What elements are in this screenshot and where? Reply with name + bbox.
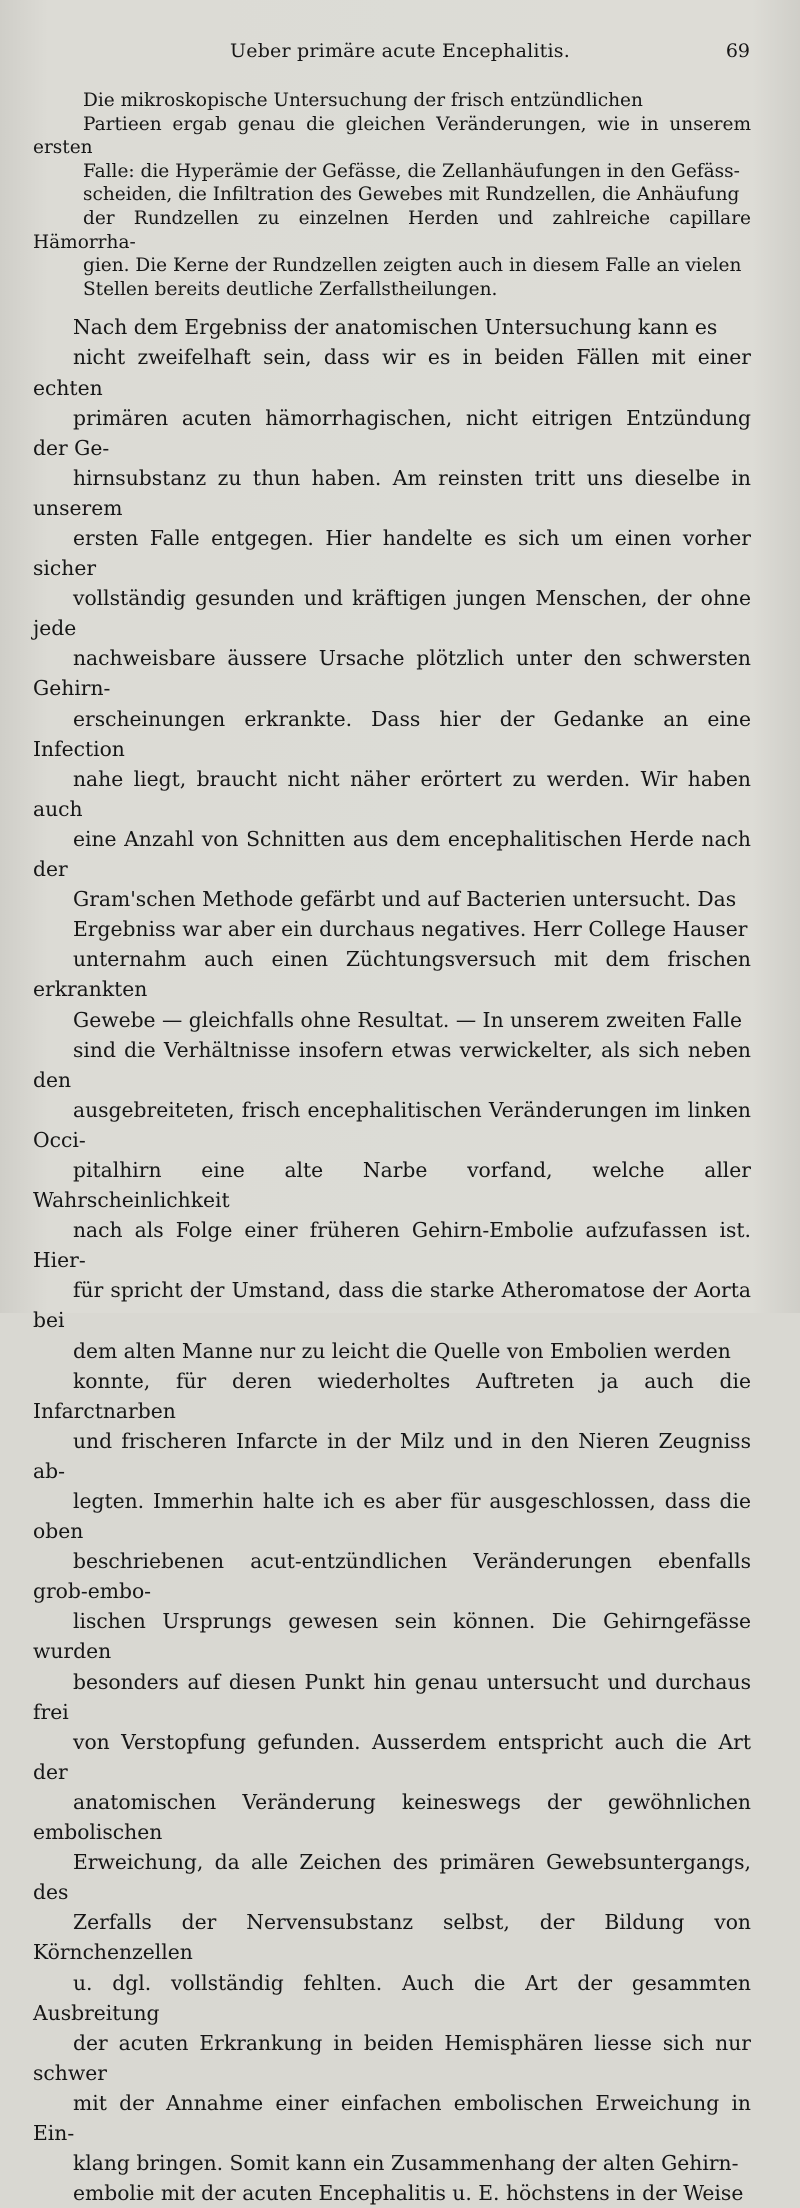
page-number: 69 (725, 40, 750, 62)
text-line: nachweisbare äussere Ursache plötzlich unter den schwersten Gehirn- (33, 646, 751, 701)
text-line: gien. Die Kerne der Rundzellen zeigten auch in diesem Falle an vielen (83, 255, 742, 277)
text-line: Partieen ergab genau die gleichen Veränderungen, wie in unserem ersten (33, 113, 751, 159)
text-line: u. dgl. vollständig fehlten. Auch die Art der gesammten Ausbreitung (33, 1970, 751, 2025)
text-line: sind die Verhältnisse insofern etwas verwickelter, als sich neben den (33, 1037, 751, 1092)
body-text (33, 89, 751, 2208)
text-line: primären acuten hämorrhagischen, nicht eitrigen Entzündung der Ge- (33, 405, 751, 460)
text-line: Falle: die Hyperämie der Gefässe, die Zellanhäufungen in den Gefäss- (83, 160, 740, 182)
text-line: besonders auf diesen Punkt hin genau untersucht und durchaus frei (33, 1669, 751, 1724)
text-line: nahe liegt, braucht nicht näher erörtert zu werden. Wir haben auch (33, 766, 751, 821)
text-line: unternahm auch einen Züchtungsversuch mit dem frischen erkrankten (33, 947, 751, 1002)
text-line: ersten Falle entgegen. Hier handelte es sich um einen vorher sicher (33, 526, 751, 581)
text-line: ausgebreiteten, frisch encephalitischen Veränderungen im linken Occi- (33, 1097, 751, 1152)
text-line: nicht zweifelhaft sein, dass wir es in beiden Fällen mit einer echten (33, 345, 751, 400)
running-header (0, 36, 800, 70)
text-line: mit der Annahme einer einfachen embolischen Erweichung in Ein- (33, 2090, 751, 2145)
text-line: erscheinungen erkrankte. Dass hier der Gedanke an eine Infection (33, 706, 751, 761)
text-line: Die mikroskopische Untersuchung der frisch entzündlichen (83, 90, 643, 111)
text-line: konnte, für deren wiederholtes Auftreten ja auch die Infarctnarben (33, 1368, 751, 1423)
text-line: Gewebe — gleichfalls ohne Resultat. — In unserem zweiten Falle (73, 1007, 742, 1032)
text-line: scheiden, die Infiltration des Gewebes mit Rundzellen, die Anhäufung (83, 184, 740, 206)
text-line: Ergebniss war aber ein durchaus negatives. Herr College Hauser (73, 917, 748, 942)
text-line: embolie mit der acuten Encephalitis u. E. höchstens in der Weise (73, 2181, 744, 2206)
text-line: eine Anzahl von Schnitten aus dem encephalitischen Herde nach der (33, 826, 751, 882)
text-line: klang bringen. Somit kann ein Zusammenhang der alten Gehirn- (73, 2151, 739, 2176)
text-line: anatomischen Veränderung keineswegs der gewöhnlichen embolischen (33, 1789, 751, 1845)
text-line: der acuten Erkrankung in beiden Hemisphären liesse sich nur schwer (33, 2030, 751, 2085)
running-title: Ueber primäre acute Encephalitis. (230, 40, 570, 62)
text-line: von Verstopfung gefunden. Ausserdem entspricht auch die Art der (33, 1729, 751, 1784)
paragraph-1 (33, 89, 751, 301)
text-line: der Rundzellen zu einzelnen Herden und zahlreiche capillare Hämorrha- (33, 207, 751, 253)
text-line: dem alten Manne nur zu leicht die Quelle von Embolien werden (73, 1338, 731, 1363)
text-line: Zerfalls der Nervensubstanz selbst, der Bildung von Körnchenzellen (33, 1910, 751, 1965)
text-line: Stellen bereits deutliche Zerfallstheilungen. (83, 278, 498, 300)
text-line: Nach dem Ergebniss der anatomischen Untersuchung kann es (73, 315, 718, 340)
text-line: pitalhirn eine alte Narbe vorfand, welche aller Wahrscheinlichkeit (33, 1157, 751, 1213)
text-line: nach als Folge einer früheren Gehirn-Embolie aufzufassen ist. Hier- (33, 1218, 751, 1273)
text-line: hirnsubstanz zu thun haben. Am reinsten tritt uns dieselbe in unserem (33, 465, 751, 520)
text-line: Gram'schen Methode gefärbt und auf Bacterien untersucht. Das (73, 887, 737, 912)
text-line: und frischeren Infarcte in der Milz und in den Nieren Zeugniss ab- (33, 1428, 751, 1483)
text-line: für spricht der Umstand, dass die starke Atheromatose der Aorta bei (33, 1278, 751, 1333)
text-line: Erweichung, da alle Zeichen des primären Gewebsuntergangs, des (33, 1850, 751, 1905)
paragraph-2 (33, 312, 751, 2208)
text-line: vollständig gesunden und kräftigen jungen Menschen, der ohne jede (33, 586, 751, 641)
text-line: legten. Immerhin halte ich es aber für ausgeschlossen, dass die oben (33, 1489, 751, 1544)
text-line: lischen Ursprungs gewesen sein können. Die Gehirngefässe wurden (33, 1609, 751, 1664)
text-line: beschriebenen acut-entzündlichen Veränderungen ebenfalls grob-embo- (33, 1549, 751, 1604)
